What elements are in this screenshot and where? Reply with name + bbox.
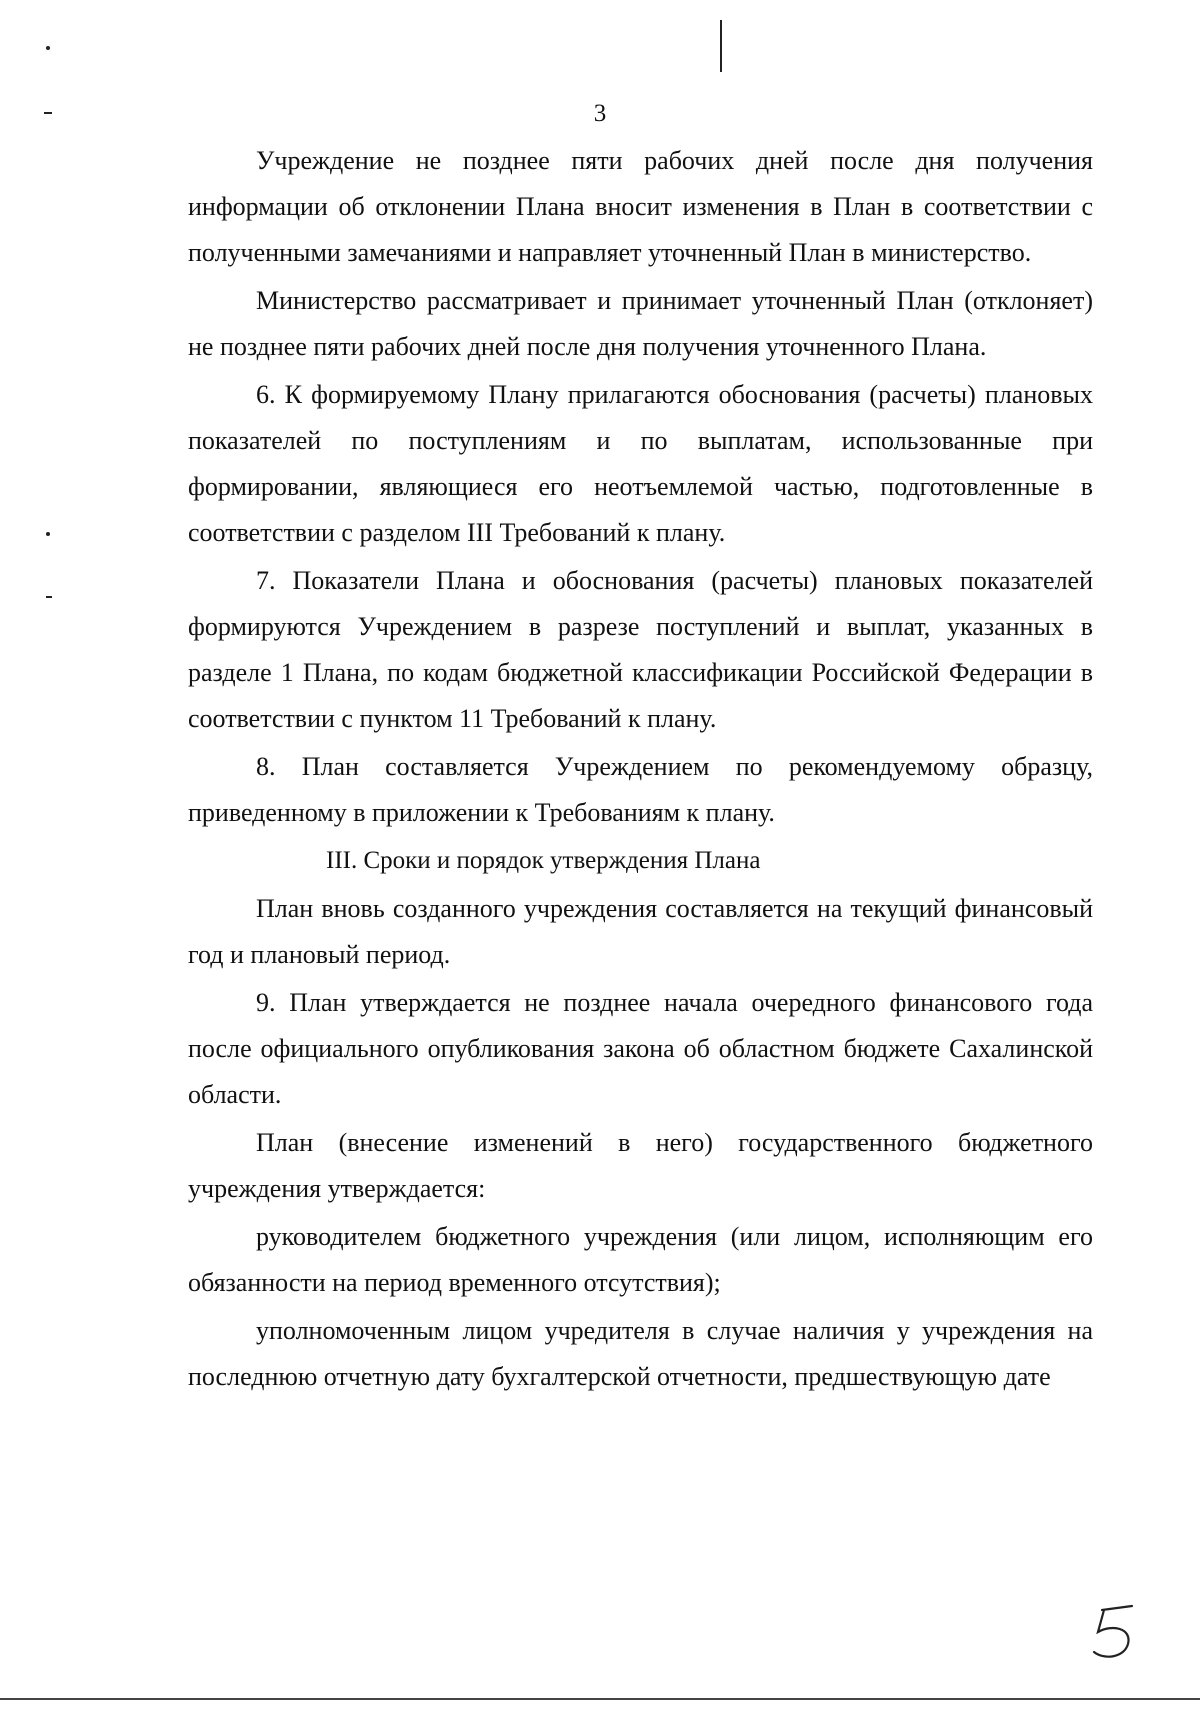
handwritten-page-number xyxy=(1088,1602,1144,1664)
paragraph: 8. План составляется Учреждением по рекомендуемому образцу, приведенному в приложении к Требованиям к плану. xyxy=(188,752,1093,827)
paragraph: руководителем бюджетного учреждения (или лицом, исполняющим его обязанности на период временного отсутствия); xyxy=(188,1222,1093,1297)
paragraph: уполномоченным лицом учредителя в случае наличия у учреждения на последнюю отчетную дату бухгалтерской отчетности, предшествующую дате xyxy=(188,1316,1093,1391)
document-body xyxy=(188,138,1093,1402)
scan-artifact xyxy=(720,20,722,72)
scan-artifact xyxy=(46,596,52,598)
paragraph: 6. К формируемому Плану прилагаются обоснования (расчеты) плановых показателей по поступлениям и по выплатам, использованные при формировании, являющиеся его неотъемлемой частью, подготовленные в соответствии с разделом III Требований к плану. xyxy=(188,380,1093,547)
paragraph: План (внесение изменений в него) государственного бюджетного учреждения утверждается: xyxy=(188,1128,1093,1203)
page-number: 3 xyxy=(593,100,607,127)
paragraph: План вновь созданного учреждения составляется на текущий финансовый год и плановый период. xyxy=(188,894,1093,969)
bottom-edge-line xyxy=(0,1698,1200,1700)
section-heading: III. Сроки и порядок утверждения Плана xyxy=(326,847,761,874)
paragraph: 7. Показатели Плана и обоснования (расчеты) плановых показателей формируются Учреждением в разрезе поступлений и выплат, указанных в разделе 1 Плана, по кодам бюджетной классификации Российской Федерации в соответствии с пунктом 11 Требований к плану. xyxy=(188,566,1093,733)
paragraph: 9. План утверждается не позднее начала очередного финансового года после официального опубликования закона об областном бюджете Сахалинской области. xyxy=(188,988,1093,1109)
scan-artifact xyxy=(46,532,50,536)
paragraph: Учреждение не позднее пяти рабочих дней после дня получения информации об отклонении Плана вносит изменения в План в соответствии с полученными замечаниями и направляет уточненный План в министерство. xyxy=(188,146,1093,267)
paragraph: Министерство рассматривает и принимает уточненный План (отклоняет) не позднее пяти рабочих дней после дня получения уточненного Плана. xyxy=(188,286,1093,361)
scan-artifact xyxy=(46,46,50,50)
